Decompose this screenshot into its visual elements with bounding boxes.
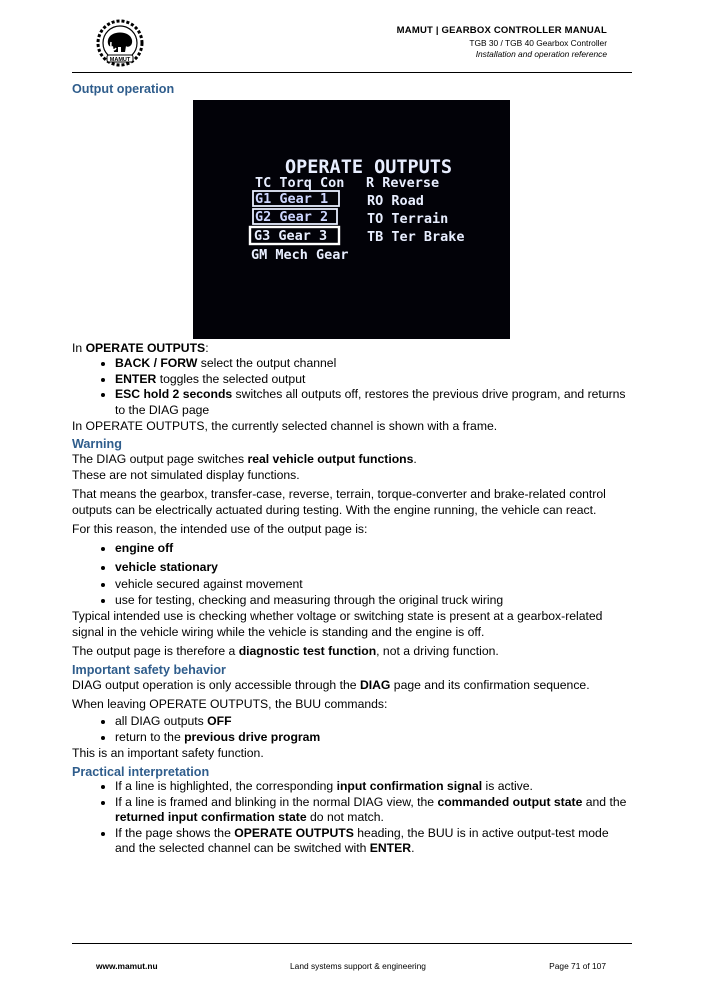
- svg-text:MAMUT: MAMUT: [109, 57, 131, 63]
- screen-item-r: R Reverse: [366, 175, 440, 191]
- safety-list: [72, 714, 632, 745]
- footer-tagline: Land systems support & engineering: [290, 961, 426, 971]
- document-reference: Installation and operation reference: [475, 49, 607, 59]
- list-item: • all DIAG outputs OFF: [115, 714, 632, 730]
- safety-p3: This is an important safety function.: [72, 746, 264, 760]
- list-item: • return to the previous drive program: [115, 730, 632, 746]
- screen-item-tc: TC Torq Con: [255, 175, 345, 191]
- screen-item-g3: G3 Gear 3: [254, 228, 328, 244]
- list-item: • engine off: [115, 539, 632, 558]
- list-item: • vehicle secured against movement: [115, 577, 632, 593]
- section-heading-safety: Important safety behavior: [72, 663, 226, 677]
- list-item: • If a line is framed and blinking in the normal DIAG view, the commanded output state and the returned input confirmation state do not match.: [115, 795, 632, 826]
- screen-item-g2: G2 Gear 2: [255, 209, 329, 225]
- page-content: [72, 82, 632, 857]
- intro-paragraph: In OPERATE OUTPUTS:: [72, 341, 209, 355]
- page-header: [72, 14, 632, 73]
- list-item: • ESC hold 2 seconds switches all outputs off, restores the previous drive program, and returns to the DIAG page: [115, 387, 632, 418]
- warning-p6: The output page is therefore a diagnostic test function, not a driving function.: [72, 644, 499, 658]
- footer-page-number: Page 71 of 107: [549, 961, 606, 971]
- list-item: • If a line is highlighted, the corresponding input confirmation signal is active.: [115, 779, 632, 795]
- list-item: • use for testing, checking and measuring through the original truck wiring: [115, 593, 632, 609]
- safety-p1: DIAG output operation is only accessible through the DIAG page and its confirmation sequence.: [72, 678, 590, 692]
- list-item: • vehicle stationary: [115, 558, 632, 577]
- operate-outputs-screen-photo: [193, 100, 510, 339]
- safety-p2: When leaving OPERATE OUTPUTS, the BUU commands:: [72, 697, 388, 711]
- screen-item-g1: G1 Gear 1: [255, 191, 329, 207]
- screen-item-tb: TB Ter Brake: [367, 229, 465, 245]
- operate-controls-list: [72, 356, 632, 418]
- section-heading-practical: Practical interpretation: [72, 765, 210, 779]
- warning-p2: These are not simulated display functions.: [72, 468, 300, 482]
- screen-title: OPERATE OUTPUTS: [285, 157, 453, 178]
- list-item: • If the page shows the OPERATE OUTPUTS heading, the BUU is in active output-test mode and the selected channel can be switched with ENTER.: [115, 826, 632, 857]
- warning-p5: Typical intended use is checking whether voltage or switching state is present at a gearbox-related signal in the vehicle wiring while the vehicle is standing and the engine is off.: [72, 609, 603, 639]
- list-item: • ENTER toggles the selected output: [115, 372, 632, 388]
- warning-p4: For this reason, the intended use of the output page is:: [72, 522, 368, 536]
- frame-note: In OPERATE OUTPUTS, the currently selected channel is shown with a frame.: [72, 419, 498, 433]
- screen-item-gm: GM Mech Gear: [251, 247, 349, 263]
- screen-item-ro: RO Road: [367, 193, 424, 209]
- intended-use-list: [72, 539, 632, 608]
- footer-website-link[interactable]: www.mamut.nu: [96, 961, 158, 971]
- section-heading-output-operation: Output operation: [72, 82, 175, 96]
- warning-p3: That means the gearbox, transfer-case, reverse, terrain, torque-converter and brake-related control outputs can be electrically actuated during testing. With the engine running, the vehicle can react.: [72, 487, 606, 517]
- document-subtitle: TGB 30 / TGB 40 Gearbox Controller: [469, 38, 607, 48]
- mamut-logo: [94, 18, 146, 68]
- list-item: • BACK / FORW select the output channel: [115, 356, 632, 372]
- document-title: MAMUT | GEARBOX CONTROLLER MANUAL: [396, 25, 607, 36]
- screen-item-to: TO Terrain: [367, 211, 449, 227]
- screen-figure: [72, 100, 632, 340]
- page-footer: [72, 943, 632, 971]
- warning-p1: The DIAG output page switches real vehicle output functions.: [72, 452, 417, 466]
- practical-list: [72, 779, 632, 857]
- section-heading-warning: Warning: [72, 437, 122, 451]
